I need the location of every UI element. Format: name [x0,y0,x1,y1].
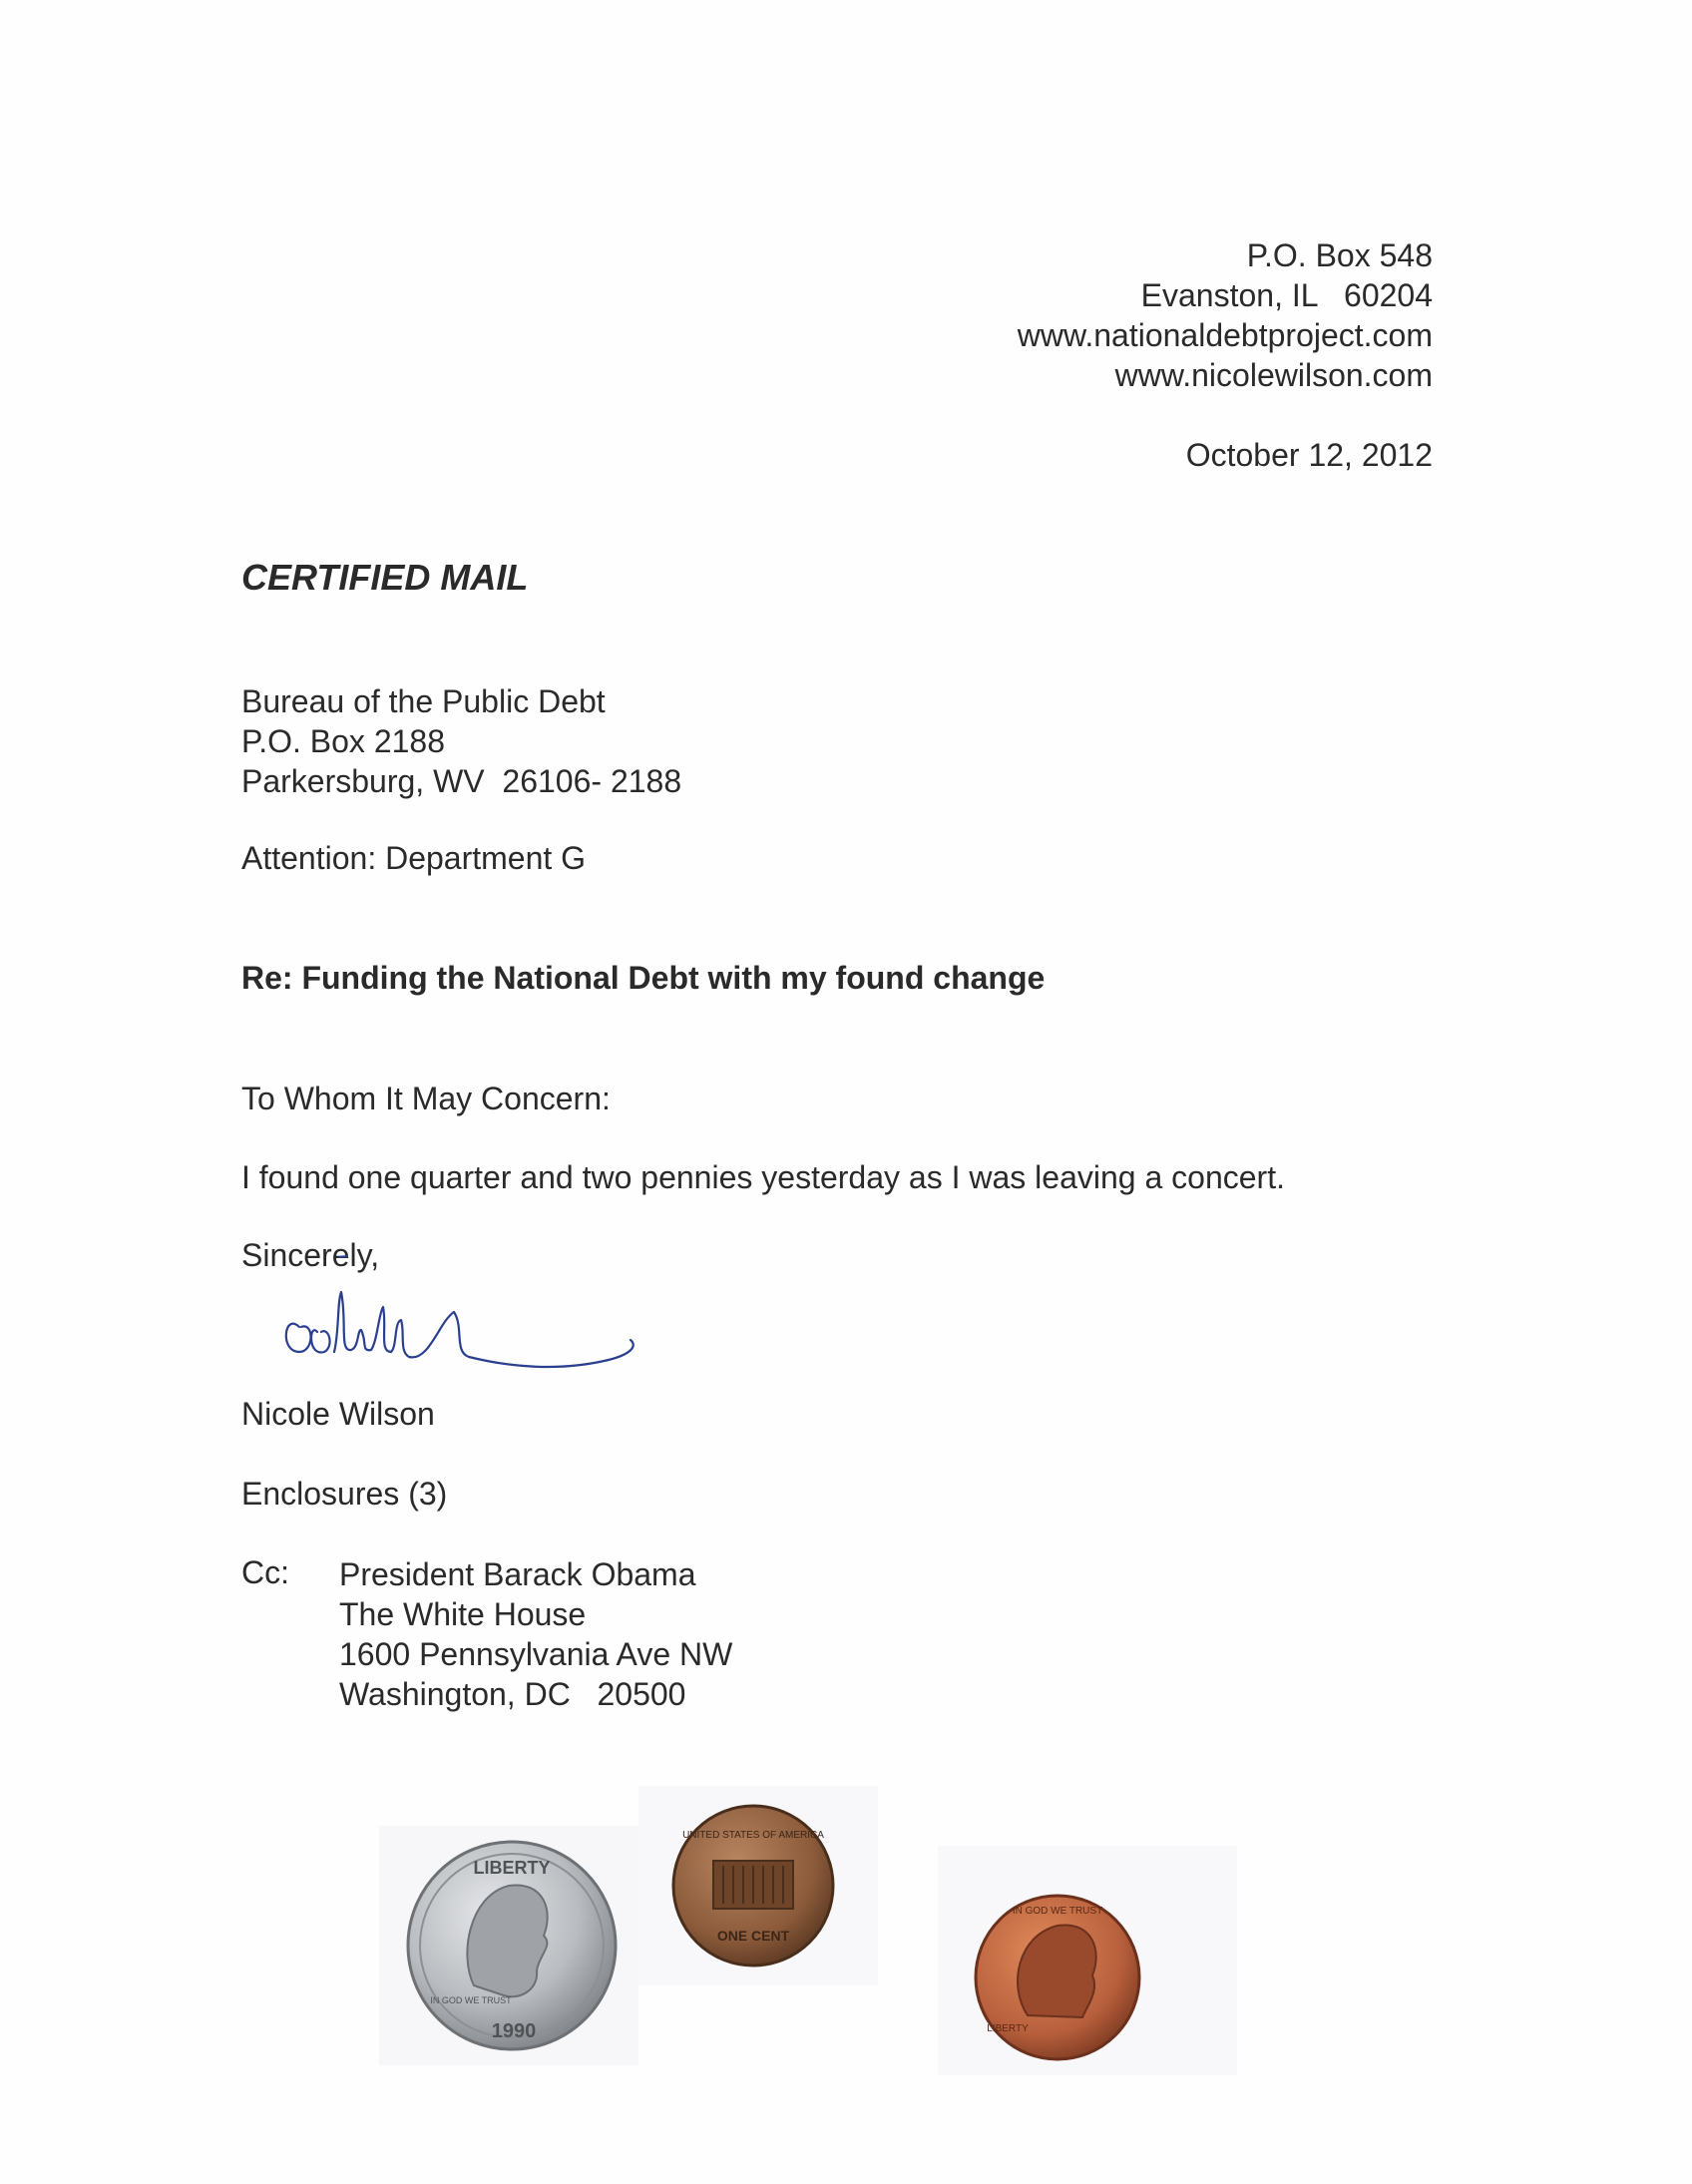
sender-address-block [1018,235,1433,395]
signer-name: Nicole Wilson [241,1396,435,1432]
sender-city-state-zip: Evanston, IL 60204 [1140,277,1433,313]
penny-reverse-inscription-bottom: ONE CENT [716,1928,790,1944]
cc-address-block [339,1554,732,1714]
recipient-name: Bureau of the Public Debt [241,683,606,719]
attention-line: Attention: Department G [241,840,587,876]
taped-coins [379,1786,1397,2085]
salutation: To Whom It May Concern: [241,1081,611,1116]
letter-date: October 12, 2012 [1185,437,1433,473]
cc-line-city: Washington, DC 20500 [339,1676,686,1712]
enclosures-line: Enclosures (3) [241,1476,448,1512]
penny-reverse-inscription-top: UNITED STATES OF AMERICA [682,1830,824,1841]
recipient-city-state-zip: Parkersburg, WV 26106- 2188 [241,763,682,799]
penny-reverse-coin [673,1806,833,1966]
cc-line-name: President Barack Obama [339,1556,696,1592]
sender-po-box: P.O. Box 548 [1246,237,1433,273]
subject-line: Re: Funding the National Debt with my found change [241,960,1046,996]
closing: Sincerely, [241,1237,380,1273]
penny-obverse-inscription-side: LIBERTY [987,2023,1029,2034]
quarter-inscription-small: IN GOD WE TRUST [430,1995,512,2005]
letter-body: I found one quarter and two pennies yesterday as I was leaving a concert. [241,1159,1285,1195]
penny-obverse-coin [976,1896,1139,2059]
quarter-year: 1990 [491,2020,537,2042]
cc-label: Cc: [241,1554,289,1590]
certified-mail-heading: CERTIFIED MAIL [241,557,529,598]
quarter-inscription-top: LIBERTY [473,1858,551,1878]
quarter-coin [408,1842,616,2049]
handwritten-signature [279,1252,658,1392]
cc-line-building: The White House [339,1596,587,1632]
recipient-address-block [241,681,681,801]
sender-website-1: www.nationaldebtproject.com [1017,317,1433,353]
cc-line-street: 1600 Pennsylvania Ave NW [339,1636,733,1672]
penny-obverse-inscription-top: IN GOD WE TRUST [1012,1906,1103,1917]
recipient-po-box: P.O. Box 2188 [241,723,445,759]
sender-website-2: www.nicolewilson.com [1114,357,1433,393]
